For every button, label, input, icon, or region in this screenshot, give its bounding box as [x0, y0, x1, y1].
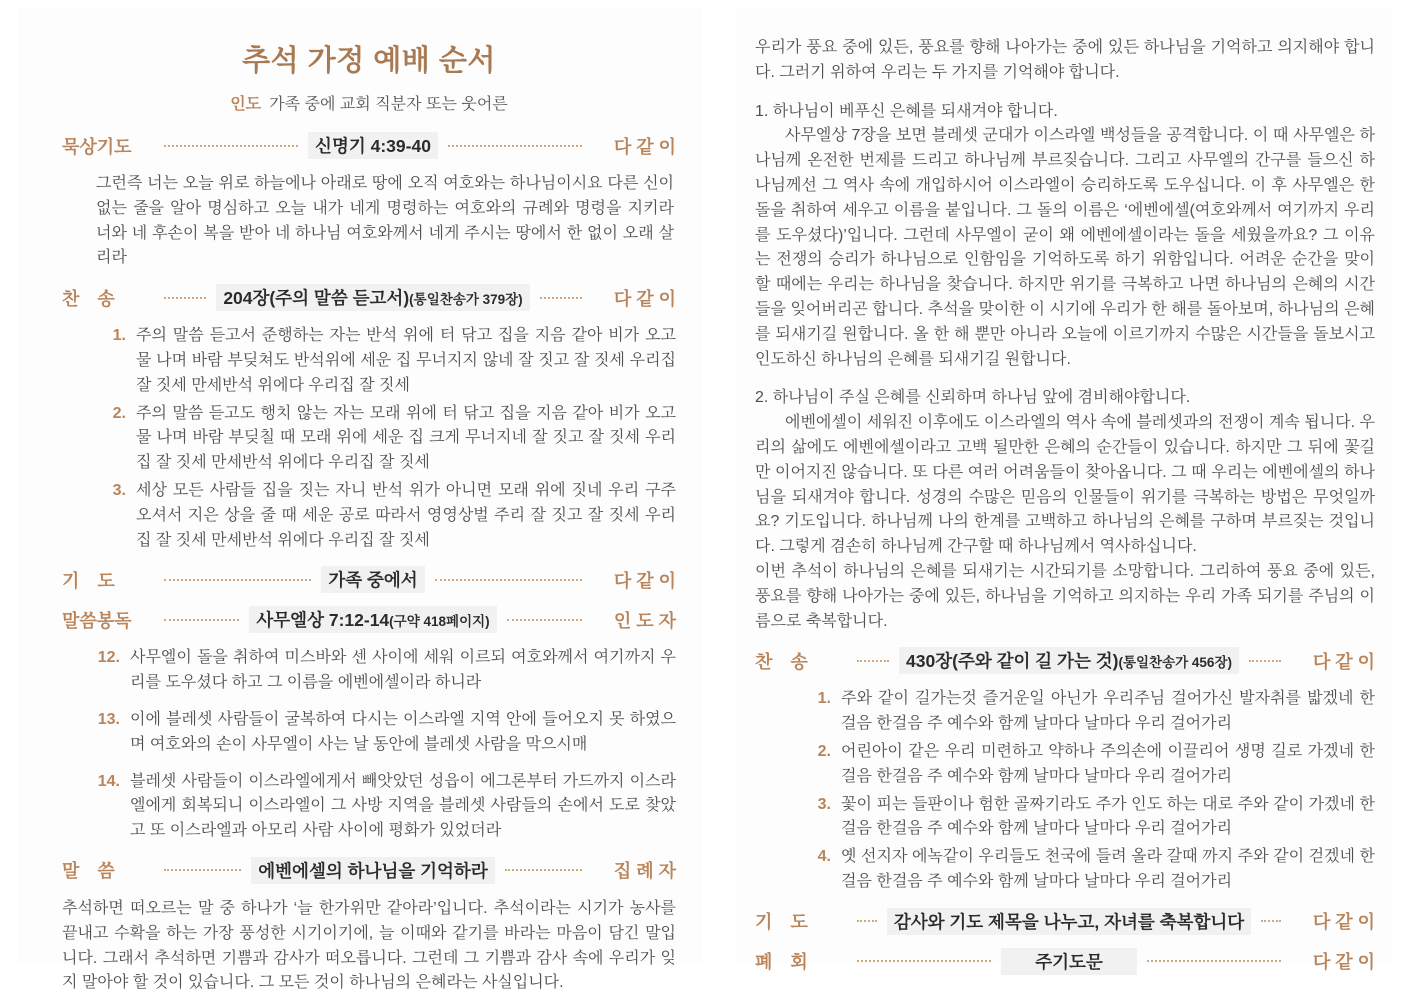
service-item-label: 폐 회 — [755, 952, 808, 973]
dotted-leader — [164, 869, 241, 871]
service-line-scripture-reading — [62, 606, 676, 633]
dotted-leader — [164, 619, 239, 621]
reading-page-note: (구약 418페이지) — [389, 614, 490, 630]
service-line-hymn-430 — [755, 647, 1375, 674]
bulletin-page-left — [18, 8, 702, 992]
sermon-title: 에벤에셀의 하나님을 기억하라 — [251, 857, 495, 884]
verse-text: 주의 말씀 듣고도 행치 않는 자는 모래 위에 터 닦고 집을 지음 같아 비가 오고 물 나며 바람 부딪칠 때 모래 위에 세운 집 크게 무너지네 잘 짓고 잘 짓세 우리집 잘 짓세 만세반석 위에다 우리집 잘 짓세 — [136, 404, 676, 472]
verse-text: 이에 블레셋 사람들이 굴복하여 다시는 이스라엘 지역 안에 들어오지 못 하였으며 여호와의 손이 사무엘이 사는 날 동안에 블레셋 사람을 막으시매 — [130, 710, 676, 753]
sermon-point-1-body: 사무엘상 7장을 보면 블레셋 군대가 이스라엘 백성들을 공격합니다. 이 때 사무엘은 하나님께 온전한 번제를 드리고 하나님께 부르짖습니다. 그리고 사무엘의 간구를 들으신 하나님께선 그 역사 속에 개입하시어 이스라엘이 승리하도록 도우십니다. 이 후 사무엘은 한 돌을 취하여 세우고 이름을 붙입니다. 그 돌의 이름은 ‘에벤에셀(여호와께서 여기까지 우리를 도우셨다)’입니다. 그런데 사무엘이 굳이 왜 에벤에셀이라는 돌을 세웠을까요? 그 이유는 전쟁의 승리가 하나님으로 인함임을 기억하도록 하기 위함입니다. 어려운 순간을 맞이할 때에는 우리는 하나님을 찾습니다. 하지만 위기를 극복하고 나면 하나님의 은혜의 시간들을 잊어버리곤 합니다. 추석을 맞이한 이 시기에 우리가 한 해를 돌아보며, 하나님의 은혜를 되새기길 원합니다. 올 한 해 뿐만 아니라 오늘에 이르기까지 수많은 시간들을 돌보시고 인도하신 하나님의 은혜를 되새기길 원합니다. — [755, 127, 1375, 368]
verse-text: 꽃이 피는 들판이나 험한 골짜기라도 주가 인도 하는 대로 주와 같이 가겠네 한걸음 한걸음 주 예수와 함께 날마다 날마다 우리 걸어가리 — [841, 795, 1375, 838]
hymn-verse — [801, 845, 1375, 895]
hymn-verse — [801, 687, 1375, 737]
hymn-alt-number-note: (통일찬송가 379장) — [409, 292, 523, 308]
dotted-leader — [1147, 960, 1281, 962]
verse-number: 1. — [112, 327, 126, 345]
hymn-verse — [96, 324, 676, 398]
sermon-point-2-body: 에벤에셀이 세워진 이후에도 이스라엘의 역사 속에 블레셋과의 전쟁이 계속 됩니다. 우리의 삶에도 에벤에셀이라고 고백 될만한 은혜의 순간들이 있습니다. 하지만 그 뒤에 꽃길만 이어지진 않습니다. 또 다른 여러 어려움들이 찾아옵니다. 그 때 우리는 에벤에셀의 하나님을 되새겨야 합니다. 성경의 수많은 믿음의 인물들이 위기를 극복하는 방법은 무엇일까요? 기도입니다. 하나님께 나의 한계를 고백하고 하나님의 은혜를 구하며 부르짖는 것입니다. 그렇게 겸손히 하나님께 간구할 때 하나님께서 역사하십니다. — [755, 414, 1375, 556]
service-item-detail: 감사와 기도 제목을 나누고, 자녀를 축복합니다 — [887, 908, 1251, 935]
verse-text: 어린아이 같은 우리 미련하고 약하나 주의손에 이끌리어 생명 길로 가겠네 한걸음 한걸음 주 예수와 함께 날마다 날마다 우리 걸어가리 — [841, 742, 1375, 785]
service-item-label: 묵상기도 — [62, 136, 132, 157]
dotted-leader — [857, 660, 889, 662]
subtitle-text: 가족 중에 교회 직분자 또는 웃어른 — [269, 96, 508, 113]
service-item-detail — [899, 647, 1239, 674]
verse-number: 2. — [817, 742, 831, 760]
service-item-performer: 다 같 이 — [613, 136, 676, 157]
verse-text: 주와 같이 길가는것 즐거운일 아닌가 우리주님 걸어가신 발자취를 밟겠네 한걸음 한걸음 주 예수와 함께 날마다 날마다 우리 걸어가리 — [841, 690, 1375, 733]
bulletin-page-right — [735, 8, 1391, 973]
service-item-detail: 주기도문 — [1001, 948, 1137, 975]
service-item-performer: 다 같 이 — [1312, 912, 1375, 933]
service-item-label: 찬 송 — [62, 288, 115, 309]
service-item-detail — [216, 284, 529, 311]
verse-number: 3. — [817, 795, 831, 813]
dotted-leader — [448, 145, 582, 147]
service-line-prayer — [62, 566, 676, 593]
bible-verse — [86, 708, 676, 758]
service-item-label: 기 도 — [755, 912, 808, 933]
hymn-title: 204장(주의 말씀 듣고서) — [223, 288, 410, 309]
subtitle-leader-label: 인도 — [230, 96, 262, 113]
page-title: 추석 가정 예배 순서 — [242, 45, 496, 77]
dotted-leader — [505, 869, 582, 871]
bible-verse — [86, 646, 676, 696]
dotted-leader — [857, 920, 877, 922]
hymn-title: 430장(주와 같이 길 가는 것) — [906, 651, 1119, 672]
dotted-leader — [435, 579, 582, 581]
service-item-performer: 다 같 이 — [1312, 952, 1375, 973]
sermon-closing-blessing: 이번 추석이 하나님의 은혜를 되새기는 시간되기를 소망합니다. 그리하여 풍요 중에 있든, 풍요를 향해 나아가는 중에 있든, 하나님을 기억하고 의지하는 우리 가족 되기를 주님의 이름으로 축복합니다. — [755, 562, 1375, 630]
verse-number: 4. — [817, 848, 831, 866]
verse-text: 옛 선지자 에녹같이 우리들도 천국에 들려 올라 갈때 까지 주와 같이 걷겠네 한걸음 한걸음 주 예수와 함께 날마다 날마다 우리 걸어가리 — [841, 848, 1375, 890]
verse-text: 세상 모든 사람들 집을 짓는 자니 반석 위가 아니면 모래 위에 짓네 우리 구주 오셔서 지은 상을 줄 때 세운 공로 따라서 영영상벌 주리 잘 짓고 잘 짓세 우리집 잘 짓세 만세반석 위에다 우리집 잘 짓세 — [136, 481, 676, 549]
verse-number: 2. — [112, 404, 126, 422]
dotted-leader — [164, 579, 311, 581]
service-line-thanksgiving-prayer — [755, 908, 1375, 935]
sermon-point-2-title: 2. 하나님이 주실 은혜를 신뢰하며 하나님 앞에 겸비해야합니다. — [755, 389, 1191, 407]
sermon-intro-paragraph: 추석하면 떠오르는 말 중 하나가 ‘늘 한가위만 같아라’입니다. 추석이라는 시기가 농사를 끝내고 수확을 하는 가장 풍성한 시기이기에, 늘 이때와 같기를 바라는 마음이 담긴 말입니다. 그래서 추석하면 기쁨과 감사가 떠오릅니다. 그런데 그 기쁨과 감사 속에 우리가 잊지 말아야 할 것이 있습니다. 그 모든 것이 하나님의 은혜라는 사실입니다. — [62, 899, 676, 992]
dotted-leader — [1249, 660, 1281, 662]
hymn-verse — [96, 402, 676, 476]
verse-number: 13. — [97, 710, 120, 728]
service-item-detail: 신명기 4:39-40 — [308, 132, 438, 159]
hymn-alt-number-note: (통일찬송가 456장) — [1118, 655, 1232, 671]
service-item-performer: 인 도 자 — [613, 610, 677, 631]
subtitle — [62, 91, 676, 114]
reading-reference: 사무엘상 7:12-14 — [256, 610, 390, 631]
sermon-paragraph-intro: 우리가 풍요 중에 있든, 풍요를 향해 나아가는 중에 있든 하나님을 기억하고 의지해야 합니다. 그러기 위하여 우리는 두 가지를 기억해야 합니다. — [755, 39, 1375, 81]
service-item-detail: 가족 중에서 — [321, 566, 424, 593]
dotted-leader — [857, 960, 991, 962]
bible-verse — [86, 770, 676, 844]
verse-number: 3. — [112, 481, 126, 499]
dotted-leader — [1261, 920, 1281, 922]
hymn-verse — [801, 793, 1375, 843]
sermon-point-1-title: 1. 하나님이 베푸신 은혜를 되새겨야 합니다. — [755, 102, 1058, 120]
verse-number: 14. — [97, 772, 120, 790]
service-item-performer: 다 같 이 — [1312, 651, 1375, 672]
hymn-verse — [96, 479, 676, 553]
verse-text: 주의 말씀 듣고서 준행하는 자는 반석 위에 터 닦고 집을 지음 같아 비가 오고 물 나며 바람 부딪쳐도 반석위에 세운 집 무너지지 않네 잘 짓고 잘 짓세 우리집 잘 짓세 만세반석 위에다 우리집 잘 짓세 — [136, 327, 676, 394]
service-item-label: 말씀봉독 — [62, 610, 132, 631]
service-line-sermon — [62, 857, 676, 884]
hymn-430-verses — [801, 687, 1375, 894]
service-line-closing — [755, 948, 1375, 975]
service-item-detail — [249, 606, 496, 633]
dotted-leader — [540, 297, 582, 299]
bible-verses — [86, 646, 676, 844]
service-item-label: 기 도 — [62, 570, 115, 591]
service-line-hymn-204 — [62, 284, 676, 311]
verse-number: 12. — [97, 649, 120, 667]
service-item-performer: 집 례 자 — [613, 861, 676, 882]
hymn-204-verses — [96, 324, 676, 553]
hymn-verse — [801, 740, 1375, 790]
service-item-label: 말 씀 — [62, 861, 115, 882]
dotted-leader — [164, 145, 298, 147]
service-item-performer: 다 같 이 — [613, 288, 676, 309]
service-item-label: 찬 송 — [755, 651, 808, 672]
dotted-leader — [507, 619, 582, 621]
verse-number: 1. — [817, 690, 831, 708]
meditation-scripture-text: 그런즉 너는 오늘 위로 하늘에나 아래로 땅에 오직 여호와는 하나님이시요 다른 신이 없는 줄을 알아 명심하고 오늘 내가 네게 명령하는 여호와의 규례와 명령을 지키라 너와 네 후손이 복을 받아 네 하나님 여호와께서 네게 주시는 땅에서 한 없이 오래 살리라 — [96, 175, 674, 267]
service-line-meditation — [62, 132, 676, 159]
verse-text: 블레셋 사람들이 이스라엘에게서 빼앗았던 성읍이 에그론부터 가드까지 이스라엘에게 회복되니 이스라엘이 그 사방 지역을 블레셋 사람들의 손에서 도로 찾았고 또 이스라엘과 아모리 사람 사이에 평화가 있었더라 — [130, 772, 676, 840]
service-item-performer: 다 같 이 — [613, 570, 677, 591]
verse-text: 사무엘이 돌을 취하여 미스바와 센 사이에 세워 이르되 여호와께서 여기까지 우리를 도우셨다 하고 그 이름을 에벤에셀이라 하니라 — [130, 649, 676, 692]
dotted-leader — [164, 297, 206, 299]
